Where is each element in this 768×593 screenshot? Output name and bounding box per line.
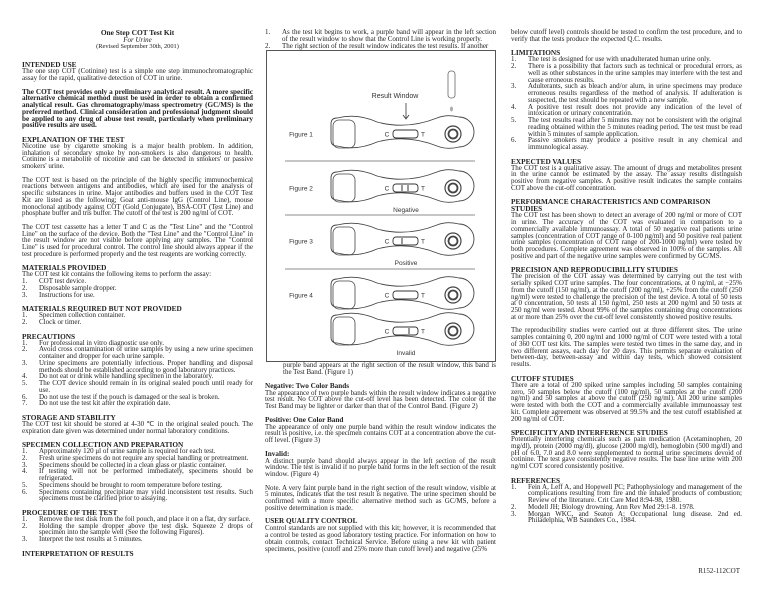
paragraph: The one step COT (Cotinine) test is a simple one step immunochromatographic assay for the rapid, qualitative detection of COT in urine. bbox=[22, 67, 253, 82]
list-number: 1. bbox=[511, 482, 517, 491]
section bbox=[511, 49, 742, 151]
paragraph: The COT test kit should be stored at 4-30 ℃ in the original sealed pouch. The expiration date given was determined under normal laboratory conditions. bbox=[22, 419, 253, 435]
list-item-text: Specimens containing precipitate may yield inconsistent test results. Such specimens must be clarified prior to assaying. bbox=[39, 487, 253, 503]
section bbox=[22, 509, 253, 543]
list-item-text: There is a possibility that factors such as technical or procedural errors, as well as other substances in the urine samples may interfere with the test and cause erroneous results. bbox=[528, 62, 742, 84]
list-number: 2. bbox=[22, 318, 28, 327]
list-number: 2. bbox=[22, 345, 28, 354]
section-heading: REFERENCES bbox=[511, 475, 561, 485]
list-number: 2. bbox=[511, 62, 517, 71]
test-label: T bbox=[421, 238, 425, 246]
section bbox=[265, 518, 496, 552]
list-item-text: Disposable sample dropper. bbox=[39, 283, 117, 292]
result-label: Positive bbox=[394, 260, 418, 268]
section bbox=[511, 477, 742, 525]
list-number: 3. bbox=[22, 290, 28, 299]
numbered-list bbox=[22, 312, 253, 326]
section bbox=[511, 29, 742, 43]
list-number: 4. bbox=[511, 102, 517, 111]
list-number: 5. bbox=[511, 116, 517, 125]
list-number: 2. bbox=[22, 283, 28, 292]
list-number: 6. bbox=[511, 136, 517, 145]
section bbox=[22, 61, 253, 82]
numbered-list bbox=[511, 484, 742, 525]
list-item-text: COT test device. bbox=[39, 277, 87, 286]
paragraph: Control standards are not supplied with this kit; however, it is recommended that a control be tested as good laboratory testing practice. For information on how to obtain controls, contact Technical Service. Before using a new kit with patient specimens, positive (cutoff and 25% more than cutoff level) and negative (25% bbox=[265, 524, 496, 553]
numbered-list bbox=[22, 278, 253, 298]
paragraph: below cutoff level) controls should be tested to confirm the test procedure, and to verify that the tests produce the expected Q.C. results. bbox=[511, 28, 742, 43]
section-heading: STORAGE AND STABILITY bbox=[22, 412, 116, 422]
list-item-text: Passive smokers may produce a positive result in any chemical and immunological assay. bbox=[528, 136, 742, 152]
result-label: Negative bbox=[393, 207, 419, 215]
list-item bbox=[22, 380, 253, 394]
section bbox=[22, 305, 253, 326]
dropper-icon bbox=[448, 71, 455, 98]
section-heading: SPECIMEN COLLECTION AND PREPARATION bbox=[22, 440, 184, 450]
numbered-list bbox=[22, 340, 253, 408]
result-window-label: Result Window bbox=[371, 93, 419, 101]
section bbox=[511, 375, 742, 423]
paragraph: The COT test is a qualitative assay. The amount of drugs and metabolites present in the urine cannot be estimated by the assay. The assay results distinguish positive from negative samples. A positive result indicates the sample contains COT above the cut-off concentration. bbox=[511, 163, 742, 192]
list-item-text: Fresh urine specimens do not require any special handling or pretreatment. bbox=[39, 453, 249, 462]
list-number: 1. bbox=[22, 514, 28, 523]
list-item bbox=[511, 137, 742, 151]
list-item bbox=[511, 484, 742, 504]
revision-date: (Revised September 30th, 2001) bbox=[96, 42, 179, 50]
list-number: 2. bbox=[22, 453, 28, 462]
disclaimer-paragraph: The COT test provides only a preliminary analytical result. A more specific alternative chemical method must be used in order to obtain a confirmed analytical result. Gas chromatography/mass spectrometry (GC/MS) is the preferred method. Clinical consideration and professional judgment should be applied to any drug of abuse test result, particularly when preliminary positive results are used. bbox=[22, 87, 253, 130]
list-item: 1. As the test kit begins to work, a purple band will appear in the left section of the result window to show that the Control Line is working properly. bbox=[265, 28, 496, 43]
section-heading: PRECISION AND REPRODUCIBILLITY STUDIES bbox=[511, 265, 678, 275]
interpretation-list bbox=[265, 29, 496, 49]
list-number: 5. bbox=[22, 379, 28, 388]
control-label: C bbox=[384, 292, 390, 300]
list-item-text: A positive test result does not provide any indication of the level of intoxication or urinary concentration. bbox=[528, 102, 742, 118]
numbered-list bbox=[22, 448, 253, 502]
list-item bbox=[22, 360, 253, 374]
section-heading: INTENDED USE bbox=[22, 60, 77, 70]
paragraph: The appearance of two purple bands within the result window indicates a negative test result. No COT above the cut-off level has been detected. The color of the Test Band may be lighter or darker than that of the Control Band. (Figure 2) bbox=[265, 388, 496, 411]
paragraph: The COT test is based on the principle of the highly specific immunochemical reactions between antigens and antibodies, which are used for the analysis of specific substances in urine. Major antibodies and buffers used in the COT Test Kit are listed as the following; Goat anti-mouse IgG (Control Line), mouse monoclonal antibody against COT (Gold Conjugate), BSA-COT (Test Line) and phosphate buffer and tris buffer. The cutoff of the test is 200 ng/ml of COT. bbox=[22, 175, 253, 218]
column-right bbox=[511, 29, 742, 531]
list-item bbox=[511, 117, 742, 137]
list-number: 3. bbox=[511, 82, 517, 91]
list-item-text: Morgan WKC, and Seaton A; Occupational lung disease. 2nd ed. Philadelphia, WB Saunders Co., 1984. bbox=[528, 509, 742, 525]
list-item-text: The test results read after 5 minutes may not be consistent with the original reading obtained within the 5 minutes reading period. The test must be read within 5 minutes of sample application. bbox=[528, 116, 742, 138]
section bbox=[22, 136, 253, 258]
drop-icon bbox=[450, 107, 453, 112]
list-item-text: Do not use the test kit after the expiration date. bbox=[39, 399, 171, 408]
list-number: 1. bbox=[511, 55, 517, 64]
section-heading: EXPECTED VALUES bbox=[511, 156, 582, 166]
list-number: 3. bbox=[511, 509, 517, 518]
list-item-text: The test is designed for use with unadulterated human urine only. bbox=[528, 55, 711, 64]
section-heading: Positive: One Color Band bbox=[265, 415, 344, 424]
list-item: 2. The right section of the result window indicates the test results. If another bbox=[265, 41, 489, 50]
control-label: C bbox=[384, 185, 390, 193]
section-heading: PRECAUTIONS bbox=[22, 331, 76, 341]
section-heading: MATERIALS PROVIDED bbox=[22, 263, 107, 273]
list-number: 5. bbox=[22, 480, 28, 489]
test-label: T bbox=[421, 292, 425, 300]
list-item-text: The COT device should remain in its original sealed pouch until ready for use. bbox=[39, 379, 253, 394]
list-item bbox=[511, 63, 742, 83]
result-window bbox=[393, 237, 418, 245]
list-number: 4. bbox=[22, 372, 28, 381]
test-label: T bbox=[421, 185, 425, 193]
list-item-text: Clock or timer. bbox=[39, 318, 82, 327]
paragraph: A distinct purple band should always appear in the left section of the result window. The test is invalid if no purple band forms in the left section of the result window. (Figure 4) bbox=[265, 456, 496, 479]
list-number: 6. bbox=[22, 392, 28, 401]
document-title-block bbox=[22, 30, 253, 50]
list-number: 3. bbox=[22, 460, 28, 469]
paragraph: Potentially interfering chemicals such as pain medication (Acetaminophen, 20 mg/dl), protein (2000 mg/dl), glucose (2000 mg/dl), hemoglobin (500 mg/dl) and pH of 6.0, 7.0 and 8.0 were supplemented to normal urine specimens devoid of cotinine. The test gave consistently negative results. The base line urine with 200 ng/ml COT scored consistently positive. bbox=[511, 435, 742, 471]
paragraph: There are a total of 200 spiked urine samples including 50 samples containing zero, 50 samples below the cutoff (100 ng/ml), 50 samples at the cutoff (200 ng/ml) and 50 samples at above the cutoff (250 ng/ml). All 200 urine samples were tested with both the COT and a commercially available immunoassay test kit. Complete agreement was observed at 99.5% and the test cutoff established at 200 ng/ml of COT. bbox=[511, 380, 742, 423]
list-item-text: For professional in vitro diagnostic use only. bbox=[39, 338, 164, 347]
list-item bbox=[22, 400, 253, 407]
control-label: C bbox=[384, 131, 390, 139]
numbered-list bbox=[22, 516, 253, 543]
paragraph: The COT test has been shown to detect an average of 200 ng/ml or more of COT in urine. The accuracy of the COT was evaluated in comparison to a commercially available immunoassay. A total of 50 negative real patients urine samples (concentration of COT range of 0-100 ng/ml) and 50 positive real patient urine samples (concentration of COT range of 200-1000 ng/ml) were tested by both procedures. Complete agreement was observed in 100% of the samples. All positive and part of the negative urine samples were confirmed by GC/MS. bbox=[511, 211, 742, 260]
list-item-text: Do not use the test if the pouch is damaged or the seal is broken. bbox=[39, 392, 220, 401]
section-heading: INTERPRETATION OF RESULTS bbox=[22, 548, 134, 558]
section-heading: CUTOFF STUDIES bbox=[511, 373, 574, 383]
paragraph: The reproducibility studies were carried out at three different sites. The urine samples containing 0, 200 ng/ml and 1000 ng/ml of COT were tested with a total of 360 COT test kits. The samples were tested two times in the same day, and in two different assays, each day for 20 days. This permits separate evaluation of between-day, between-assay and within day tests, which showed consistent results. bbox=[511, 326, 742, 369]
control-label: C bbox=[384, 238, 390, 246]
section bbox=[265, 451, 496, 512]
section bbox=[511, 266, 742, 368]
list-number: 2. bbox=[511, 502, 517, 511]
list-item-text: Specimens should be collected in a clean glass or plastic container. bbox=[39, 460, 227, 469]
section bbox=[22, 414, 253, 435]
list-item-text: Specimens should be brought to room temperature before testing. bbox=[39, 480, 223, 489]
section bbox=[22, 441, 253, 502]
section bbox=[22, 89, 253, 130]
list-item bbox=[22, 468, 253, 482]
list-item bbox=[22, 536, 253, 543]
section bbox=[511, 429, 742, 470]
list-item bbox=[511, 83, 742, 103]
paragraph: Nicotine use by cigarette smoking is a major health problem. In addition, inhalation of secondary smoke by non-smokers is also dangerous to health. Cotinine is a metabolite of nicotine and can be detected in smokers' or passive smokers' urine. bbox=[22, 141, 253, 171]
paragraph: The COT test kit contains the following items to perform the assay: bbox=[22, 270, 212, 279]
list-item-text: Modell JH; Biology drowning. Ann Rev Med 29:1-8. 1978. bbox=[528, 502, 695, 511]
list-item-text: Specimen collection container. bbox=[39, 311, 126, 320]
list-item-text: Fein A, Leff A, and Hopewell PC; Pathophysiology and management of the complications resulting from fire and the inhaled products of combustion; Review of the literature. Crit Care Med 8:94-98, 1980. bbox=[528, 482, 742, 505]
list-number: 2. bbox=[22, 521, 28, 530]
section-heading: LIMITATIONS bbox=[511, 48, 561, 58]
section-heading: EXPLANATION OF THE TEST bbox=[22, 134, 125, 144]
list-item bbox=[511, 511, 742, 525]
column-left bbox=[22, 30, 253, 564]
list-item-text: Interpret the test results at 5 minutes. bbox=[39, 535, 143, 544]
list-item-text: Urine specimens are potentially infectious. Proper handling and disposal methods should be established according to good laboratory practices. bbox=[39, 358, 253, 374]
list-item bbox=[22, 523, 253, 537]
document-subtitle: For Urine bbox=[123, 35, 152, 44]
list-item-text: Instructions for use. bbox=[39, 290, 95, 299]
section bbox=[511, 198, 742, 259]
section-heading: PERFORMANCE CHARACTERISTICS AND COMPARISON STUDIES bbox=[511, 197, 711, 214]
figure-label: Figure 1 bbox=[289, 131, 313, 139]
result-figure bbox=[266, 50, 496, 362]
section-heading: MATERIALS REQUIRED BUT NOT PROVIDED bbox=[22, 304, 182, 314]
result-window bbox=[393, 291, 418, 299]
paragraph: The precision of the COT assay was determined by carrying out the test with serially spiked COT urine samples. The four concentrations, at 0 ng/ml, at −25% from the cutoff (150 ng/ml), at the cutoff (200 ng/ml), +25% from the cutoff (250 ng/ml) were tested to challenge the precision of the test device. A total of 50 tests at 0 concentration, 50 tests at 150 ng/ml, 250 tests at 200 ng/ml and 50 tests at 250 ng/ml were tested. About 99% of the samples containing drug concentrations at or more than 25% over the cut-off level consistently showed positive results. bbox=[511, 272, 742, 321]
result-label: Invalid bbox=[396, 350, 416, 358]
list-number: 1. bbox=[22, 338, 28, 347]
list-item-text: If testing will not be performed immediately, specimens should be refrigerated. bbox=[39, 467, 253, 483]
result-window bbox=[393, 184, 418, 192]
section-heading: Negative: Two Color Bands bbox=[265, 381, 350, 390]
list-number: 1. bbox=[22, 447, 28, 456]
section bbox=[22, 550, 253, 557]
control-label: C bbox=[384, 328, 390, 336]
list-item bbox=[511, 104, 742, 118]
paragraph: Note. A very faint purple band in the right section of the result window, visible at 5 minutes, indicates that the test result is negative. The urine specimen should be confirmed with a more specific alternative method such as GC/MS, before a positive determination is made. bbox=[265, 483, 496, 512]
section bbox=[22, 333, 253, 408]
column-middle bbox=[265, 29, 496, 559]
list-item-text: Remove the test disk from the foil pouch, and place it on a flat, dry surface. bbox=[39, 514, 251, 523]
section bbox=[265, 383, 496, 410]
list-item bbox=[22, 292, 253, 299]
section bbox=[511, 158, 742, 192]
test-device-diagram bbox=[267, 51, 497, 363]
list-number: 3. bbox=[22, 535, 28, 544]
list-number: 7. bbox=[22, 399, 28, 408]
list-number: 1. bbox=[22, 277, 28, 286]
list-item-text: Adulterants, such as bleach and/or alum, in urine specimens may produce erroneous results regardless of the method of analysis. If adulteration is suspected, the test should be repeated with a new sample. bbox=[528, 82, 742, 104]
list-item-continuation: purple band appears at the right section of the result window, this band is the Test Band. (Figure 1) bbox=[283, 361, 496, 376]
figure-label: Figure 2 bbox=[289, 185, 313, 193]
paragraph: The appearance of only one purple band within the result window indicates the result is positive, i.e. the specimen contains COT at a concentration above the cut-off level. (Figure 3) bbox=[265, 422, 496, 445]
section bbox=[265, 417, 496, 444]
section bbox=[22, 264, 253, 298]
list-item-text: Avoid cross contamination of urine samples by using a new urine specimen container and dropper for each urine sample. bbox=[39, 345, 253, 361]
paragraph: The COT test cassette has a letter T and C as the "Test Line" and the "Control Line" on the surface of the device. Both the "Test Line" and the "Control Line" in the result window are not visible before applying any samples. The "Control Line" is used for procedural control. The control line should always appear if the test procedure is performed properly and the test reagents are working correctly. bbox=[22, 222, 253, 258]
list-number: 3. bbox=[22, 358, 28, 367]
list-item bbox=[22, 489, 253, 503]
section-heading: SPECIFICITY AND INTERFERENCE STUDIES bbox=[511, 428, 668, 438]
list-item bbox=[22, 319, 253, 326]
test-label: T bbox=[421, 131, 425, 139]
list-item-text: Holding the sample dropper above the test disk. Squeeze 2 drops of specimen into the sample well (See the following Figures). bbox=[39, 521, 253, 537]
document-title: One Step COT Test Kit bbox=[100, 28, 175, 37]
list-item-text: Approximately 120 μl of urine sample is required for each test. bbox=[39, 447, 216, 456]
result-window bbox=[393, 327, 418, 335]
section-heading: Invalid: bbox=[265, 449, 290, 458]
test-label: T bbox=[421, 328, 425, 336]
document-code: R152-112COT bbox=[698, 567, 740, 575]
numbered-list bbox=[511, 56, 742, 151]
list-number: 4. bbox=[22, 467, 28, 476]
figure-label: Figure 3 bbox=[289, 238, 313, 246]
result-window bbox=[393, 130, 418, 138]
list-item-text: Do not eat or drink while handling specimen in the laboratory. bbox=[39, 372, 214, 381]
section-heading: USER QUALITY CONTROL bbox=[265, 517, 358, 526]
list-number: 6. bbox=[22, 487, 28, 496]
list-item bbox=[22, 346, 253, 360]
list-number: 1. bbox=[22, 311, 28, 320]
section-heading: PROCEDURE OF THE TEST bbox=[22, 507, 118, 517]
figure-label: Figure 4 bbox=[289, 292, 313, 300]
